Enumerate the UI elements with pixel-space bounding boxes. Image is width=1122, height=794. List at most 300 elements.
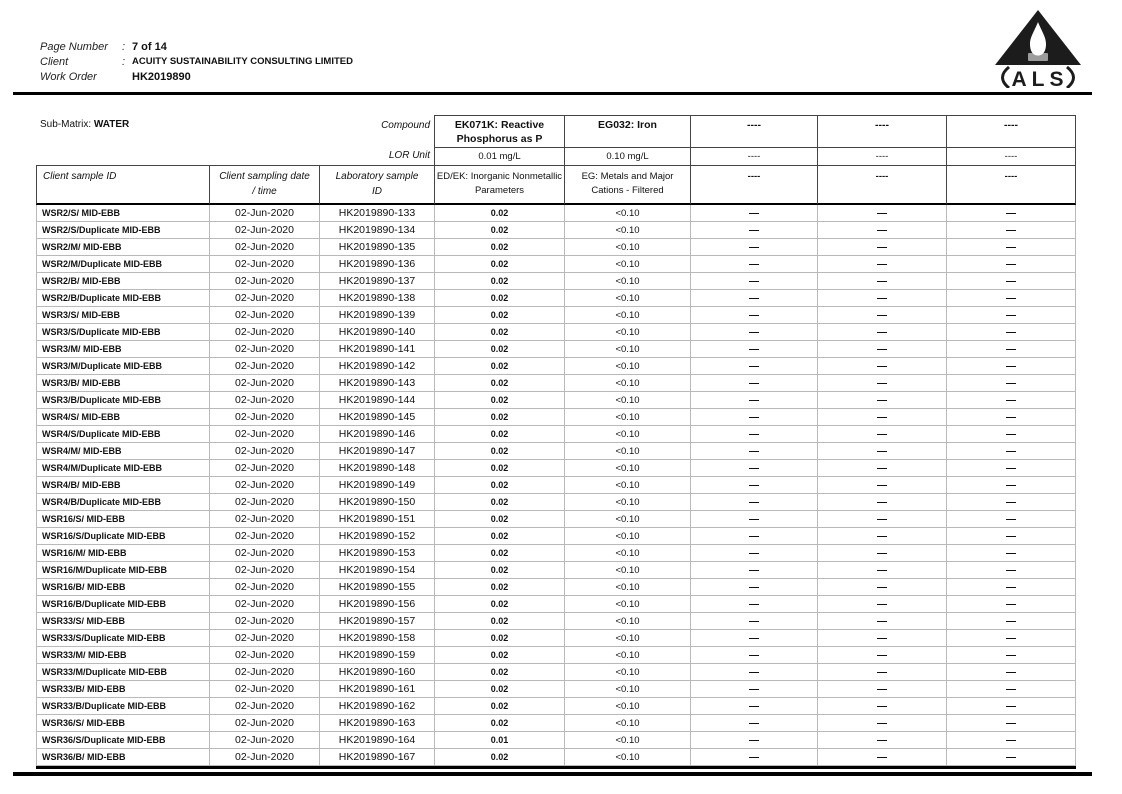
iron-value-cell: <0.10 (564, 613, 690, 630)
lab-id-cell: HK2019890-141 (319, 341, 434, 358)
logo-left-paren (1003, 67, 1010, 88)
empty-value-cell: — (946, 732, 1076, 749)
client-value: ACUITY SUSTAINABILITY CONSULTING LIMITED (132, 56, 353, 67)
phosphorus-value-cell: 0.02 (434, 681, 564, 698)
empty-value-cell: — (690, 613, 817, 630)
sampling-date-line2: / time (252, 185, 277, 197)
empty-value-cell: — (690, 375, 817, 392)
sampling-date-cell: 02-Jun-2020 (209, 205, 319, 222)
iron-value-cell: <0.10 (564, 494, 690, 511)
empty-value-cell: — (690, 273, 817, 290)
empty-value-cell: — (817, 749, 946, 766)
sample-id-cell: WSR33/M/Duplicate MID-EBB (36, 664, 209, 681)
sample-id-cell: WSR2/S/Duplicate MID-EBB (36, 222, 209, 239)
sampling-date-cell: 02-Jun-2020 (209, 562, 319, 579)
empty-value-cell: — (946, 494, 1076, 511)
phosphorus-value-cell: 0.02 (434, 205, 564, 222)
empty-value-cell: — (690, 205, 817, 222)
phosphorus-value-cell: 0.02 (434, 749, 564, 766)
empty-value-cell: — (690, 222, 817, 239)
empty-value-cell: — (690, 290, 817, 307)
empty-value-cell: — (817, 460, 946, 477)
empty-value-cell: — (946, 205, 1076, 222)
empty-value-cell: — (946, 664, 1076, 681)
empty-value-cell: — (946, 562, 1076, 579)
table-header-left-area (36, 115, 434, 147)
compound-col-1-method: EG: Metals and Major Cations - Filtered (564, 165, 690, 205)
empty-value-cell: — (946, 256, 1076, 273)
lor-row-label: LOR Unit (388, 150, 430, 161)
iron-value-cell: <0.10 (564, 375, 690, 392)
sample-id-cell: WSR4/B/ MID-EBB (36, 477, 209, 494)
lab-id-cell: HK2019890-135 (319, 239, 434, 256)
empty-value-cell: — (817, 647, 946, 664)
iron-value-cell: <0.10 (564, 290, 690, 307)
empty-value-cell: — (817, 392, 946, 409)
empty-value-cell: — (817, 443, 946, 460)
empty-value-cell: — (690, 341, 817, 358)
sampling-date-cell: 02-Jun-2020 (209, 409, 319, 426)
empty-value-cell: — (946, 426, 1076, 443)
empty-value-cell: — (690, 647, 817, 664)
sampling-date-cell: 02-Jun-2020 (209, 647, 319, 664)
compound-col-2-name: ---- (690, 115, 817, 147)
lab-sample-line1: Laboratory sample (335, 171, 419, 182)
empty-value-cell: — (946, 375, 1076, 392)
empty-value-cell: — (946, 681, 1076, 698)
sample-id-cell: WSR3/S/ MID-EBB (36, 307, 209, 324)
lab-id-cell: HK2019890-147 (319, 443, 434, 460)
sampling-date-cell: 02-Jun-2020 (209, 307, 319, 324)
empty-value-cell: — (690, 681, 817, 698)
iron-value-cell: <0.10 (564, 409, 690, 426)
empty-value-cell: — (817, 511, 946, 528)
empty-value-cell: — (946, 715, 1076, 732)
iron-value-cell: <0.10 (564, 460, 690, 477)
empty-value-cell: — (690, 460, 817, 477)
iron-value-cell: <0.10 (564, 392, 690, 409)
empty-value-cell: — (817, 596, 946, 613)
empty-value-cell: — (690, 256, 817, 273)
sample-id-cell: WSR4/M/Duplicate MID-EBB (36, 460, 209, 477)
sample-id-cell: WSR4/S/ MID-EBB (36, 409, 209, 426)
empty-value-cell: — (817, 681, 946, 698)
sample-id-cell: WSR16/M/ MID-EBB (36, 545, 209, 562)
sampling-date-cell: 02-Jun-2020 (209, 528, 319, 545)
empty-value-cell: — (690, 732, 817, 749)
lab-id-cell: HK2019890-157 (319, 613, 434, 630)
empty-value-cell: — (690, 392, 817, 409)
sampling-date-cell: 02-Jun-2020 (209, 222, 319, 239)
work-order-value: HK2019890 (132, 70, 191, 83)
empty-value-cell: — (690, 715, 817, 732)
work-order-row (40, 69, 353, 84)
iron-value-cell: <0.10 (564, 749, 690, 766)
sample-id-cell: WSR4/S/Duplicate MID-EBB (36, 426, 209, 443)
client-colon: : (122, 55, 126, 68)
iron-value-cell: <0.10 (564, 681, 690, 698)
sampling-date-cell: 02-Jun-2020 (209, 341, 319, 358)
phosphorus-value-cell: 0.02 (434, 409, 564, 426)
empty-value-cell: — (817, 477, 946, 494)
empty-value-cell: — (690, 528, 817, 545)
sampling-date-cell: 02-Jun-2020 (209, 664, 319, 681)
sampling-date-cell: 02-Jun-2020 (209, 324, 319, 341)
iron-value-cell: <0.10 (564, 256, 690, 273)
sample-id-cell: WSR2/M/Duplicate MID-EBB (36, 256, 209, 273)
lab-id-cell: HK2019890-164 (319, 732, 434, 749)
iron-value-cell: <0.10 (564, 222, 690, 239)
phosphorus-value-cell: 0.02 (434, 545, 564, 562)
sample-id-cell: WSR36/S/Duplicate MID-EBB (36, 732, 209, 749)
sample-id-cell: WSR33/S/ MID-EBB (36, 613, 209, 630)
sampling-date-cell: 02-Jun-2020 (209, 273, 319, 290)
sample-id-cell: WSR3/M/ MID-EBB (36, 341, 209, 358)
lab-id-cell: HK2019890-143 (319, 375, 434, 392)
lab-id-cell: HK2019890-139 (319, 307, 434, 324)
lab-id-cell: HK2019890-151 (319, 511, 434, 528)
sample-id-cell: WSR16/S/Duplicate MID-EBB (36, 528, 209, 545)
phosphorus-value-cell: 0.02 (434, 239, 564, 256)
empty-value-cell: — (817, 205, 946, 222)
phosphorus-value-cell: 0.02 (434, 528, 564, 545)
phosphorus-value-cell: 0.02 (434, 715, 564, 732)
phosphorus-value-cell: 0.02 (434, 307, 564, 324)
iron-value-cell: <0.10 (564, 273, 690, 290)
compound-col-2-method: ---- (690, 165, 817, 205)
sample-id-cell: WSR3/M/Duplicate MID-EBB (36, 358, 209, 375)
sample-id-cell: WSR3/S/Duplicate MID-EBB (36, 324, 209, 341)
empty-value-cell: — (946, 222, 1076, 239)
sampling-date-cell: 02-Jun-2020 (209, 613, 319, 630)
empty-value-cell: — (946, 307, 1076, 324)
compound-col-3-method: ---- (817, 165, 946, 205)
empty-value-cell: — (690, 307, 817, 324)
iron-value-cell: <0.10 (564, 562, 690, 579)
lor-row-left-area (36, 147, 434, 165)
sample-id-cell: WSR3/B/Duplicate MID-EBB (36, 392, 209, 409)
sampling-date-cell: 02-Jun-2020 (209, 732, 319, 749)
phosphorus-value-cell: 0.02 (434, 494, 564, 511)
empty-value-cell: — (946, 273, 1076, 290)
empty-value-cell: — (817, 273, 946, 290)
phosphorus-value-cell: 0.02 (434, 460, 564, 477)
sampling-date-cell: 02-Jun-2020 (209, 256, 319, 273)
empty-value-cell: — (817, 715, 946, 732)
phosphorus-value-cell: 0.02 (434, 341, 564, 358)
iron-value-cell: <0.10 (564, 239, 690, 256)
empty-value-cell: — (817, 426, 946, 443)
empty-value-cell: — (946, 324, 1076, 341)
phosphorus-value-cell: 0.02 (434, 443, 564, 460)
empty-value-cell: — (817, 528, 946, 545)
col-header-client-sample-id (36, 165, 209, 205)
sample-id-cell: WSR16/B/ MID-EBB (36, 579, 209, 596)
lab-id-cell: HK2019890-133 (319, 205, 434, 222)
empty-value-cell: — (946, 443, 1076, 460)
page-number-label: Page Number (40, 40, 108, 53)
sample-id-cell: WSR16/M/Duplicate MID-EBB (36, 562, 209, 579)
sampling-date-cell: 02-Jun-2020 (209, 494, 319, 511)
compound-col-2-lor: ---- (690, 147, 817, 165)
compound-col-4-lor: ---- (946, 147, 1076, 165)
phosphorus-value-cell: 0.02 (434, 358, 564, 375)
empty-value-cell: — (946, 698, 1076, 715)
page-number-row (40, 39, 353, 54)
lab-id-cell: HK2019890-163 (319, 715, 434, 732)
empty-value-cell: — (946, 392, 1076, 409)
iron-value-cell: <0.10 (564, 647, 690, 664)
phosphorus-value-cell: 0.02 (434, 375, 564, 392)
results-table (36, 115, 1076, 766)
sample-id-cell: WSR2/M/ MID-EBB (36, 239, 209, 256)
phosphorus-value-cell: 0.02 (434, 596, 564, 613)
sampling-date-cell: 02-Jun-2020 (209, 579, 319, 596)
client-sample-id-line1: Client sample ID (43, 171, 117, 182)
sampling-date-cell: 02-Jun-2020 (209, 239, 319, 256)
compound-col-4-name: ---- (946, 115, 1076, 147)
empty-value-cell: — (690, 698, 817, 715)
sampling-date-cell: 02-Jun-2020 (209, 358, 319, 375)
empty-value-cell: — (817, 579, 946, 596)
sample-id-cell: WSR33/B/Duplicate MID-EBB (36, 698, 209, 715)
phosphorus-value-cell: 0.02 (434, 273, 564, 290)
empty-value-cell: — (946, 528, 1076, 545)
iron-value-cell: <0.10 (564, 443, 690, 460)
page-header (40, 39, 353, 84)
iron-value-cell: <0.10 (564, 511, 690, 528)
empty-value-cell: — (946, 613, 1076, 630)
phosphorus-value-cell: 0.02 (434, 324, 564, 341)
sampling-date-line1: Client sampling date (219, 171, 310, 182)
sample-id-cell: WSR4/B/Duplicate MID-EBB (36, 494, 209, 511)
compound-col-1-lor: 0.10 mg/L (564, 147, 690, 165)
lab-id-cell: HK2019890-150 (319, 494, 434, 511)
lab-id-cell: HK2019890-152 (319, 528, 434, 545)
lab-id-cell: HK2019890-167 (319, 749, 434, 766)
lab-id-cell: HK2019890-153 (319, 545, 434, 562)
lab-id-cell: HK2019890-134 (319, 222, 434, 239)
empty-value-cell: — (690, 630, 817, 647)
empty-value-cell: — (817, 290, 946, 307)
iron-value-cell: <0.10 (564, 358, 690, 375)
empty-value-cell: — (690, 358, 817, 375)
iron-value-cell: <0.10 (564, 630, 690, 647)
phosphorus-value-cell: 0.02 (434, 579, 564, 596)
lab-id-cell: HK2019890-160 (319, 664, 434, 681)
empty-value-cell: — (690, 409, 817, 426)
phosphorus-value-cell: 0.02 (434, 290, 564, 307)
sub-matrix (40, 119, 129, 130)
iron-value-cell: <0.10 (564, 698, 690, 715)
empty-value-cell: — (946, 290, 1076, 307)
phosphorus-value-cell: 0.02 (434, 511, 564, 528)
empty-value-cell: — (817, 358, 946, 375)
empty-value-cell: — (946, 647, 1076, 664)
empty-value-cell: — (690, 324, 817, 341)
compound-col-1-name: EG032: Iron (564, 115, 690, 147)
empty-value-cell: — (817, 664, 946, 681)
phosphorus-value-cell: 0.02 (434, 222, 564, 239)
empty-value-cell: — (817, 613, 946, 630)
sub-matrix-label: Sub-Matrix: (40, 119, 94, 130)
sampling-date-cell: 02-Jun-2020 (209, 290, 319, 307)
empty-value-cell: — (946, 511, 1076, 528)
empty-value-cell: — (690, 494, 817, 511)
phosphorus-value-cell: 0.02 (434, 647, 564, 664)
sample-id-cell: WSR16/S/ MID-EBB (36, 511, 209, 528)
lab-id-cell: HK2019890-146 (319, 426, 434, 443)
empty-value-cell: — (946, 579, 1076, 596)
empty-value-cell: — (946, 341, 1076, 358)
empty-value-cell: — (690, 511, 817, 528)
iron-value-cell: <0.10 (564, 341, 690, 358)
sampling-date-cell: 02-Jun-2020 (209, 460, 319, 477)
empty-value-cell: — (946, 596, 1076, 613)
lab-id-cell: HK2019890-144 (319, 392, 434, 409)
logo-text: ALS (1011, 68, 1069, 88)
sampling-date-cell: 02-Jun-2020 (209, 426, 319, 443)
empty-value-cell: — (690, 426, 817, 443)
empty-value-cell: — (690, 562, 817, 579)
sampling-date-cell: 02-Jun-2020 (209, 443, 319, 460)
phosphorus-value-cell: 0.02 (434, 630, 564, 647)
empty-value-cell: — (817, 732, 946, 749)
lab-id-cell: HK2019890-149 (319, 477, 434, 494)
empty-value-cell: — (817, 562, 946, 579)
sample-id-cell: WSR4/M/ MID-EBB (36, 443, 209, 460)
sampling-date-cell: 02-Jun-2020 (209, 545, 319, 562)
lab-id-cell: HK2019890-138 (319, 290, 434, 307)
empty-value-cell: — (817, 256, 946, 273)
empty-value-cell: — (946, 545, 1076, 562)
empty-value-cell: — (946, 477, 1076, 494)
phosphorus-value-cell: 0.02 (434, 256, 564, 273)
empty-value-cell: — (817, 222, 946, 239)
empty-value-cell: — (946, 749, 1076, 766)
phosphorus-value-cell: 0.02 (434, 664, 564, 681)
sample-id-cell: WSR36/B/ MID-EBB (36, 749, 209, 766)
empty-value-cell: — (946, 409, 1076, 426)
work-order-label: Work Order (40, 70, 97, 83)
sampling-date-cell: 02-Jun-2020 (209, 630, 319, 647)
empty-value-cell: — (817, 630, 946, 647)
iron-value-cell: <0.10 (564, 732, 690, 749)
lab-id-cell: HK2019890-145 (319, 409, 434, 426)
compound-col-4-method: ---- (946, 165, 1076, 205)
empty-value-cell: — (817, 239, 946, 256)
als-logo (988, 8, 1088, 88)
compound-col-0-lor: 0.01 mg/L (434, 147, 564, 165)
phosphorus-value-cell: 0.01 (434, 732, 564, 749)
phosphorus-value-cell: 0.02 (434, 477, 564, 494)
phosphorus-value-cell: 0.02 (434, 426, 564, 443)
iron-value-cell: <0.10 (564, 324, 690, 341)
empty-value-cell: — (690, 749, 817, 766)
empty-value-cell: — (946, 630, 1076, 647)
sample-id-cell: WSR33/M/ MID-EBB (36, 647, 209, 664)
lab-id-cell: HK2019890-156 (319, 596, 434, 613)
sampling-date-cell: 02-Jun-2020 (209, 715, 319, 732)
header-divider-rule (13, 92, 1092, 95)
compound-col-0-name: EK071K: Reactive Phosphorus as P (434, 115, 564, 147)
phosphorus-value-cell: 0.02 (434, 613, 564, 630)
sample-id-cell: WSR33/S/Duplicate MID-EBB (36, 630, 209, 647)
iron-value-cell: <0.10 (564, 426, 690, 443)
phosphorus-value-cell: 0.02 (434, 698, 564, 715)
phosphorus-value-cell: 0.02 (434, 392, 564, 409)
empty-value-cell: — (690, 545, 817, 562)
sample-id-cell: WSR2/B/ MID-EBB (36, 273, 209, 290)
lab-id-cell: HK2019890-142 (319, 358, 434, 375)
sample-id-cell: WSR33/B/ MID-EBB (36, 681, 209, 698)
empty-value-cell: — (817, 545, 946, 562)
compound-col-3-lor: ---- (817, 147, 946, 165)
compound-col-0-method: ED/EK: Inorganic Nonmetallic Parameters (434, 165, 564, 205)
sampling-date-cell: 02-Jun-2020 (209, 749, 319, 766)
lab-id-cell: HK2019890-140 (319, 324, 434, 341)
empty-value-cell: — (946, 358, 1076, 375)
empty-value-cell: — (946, 239, 1076, 256)
sampling-date-cell: 02-Jun-2020 (209, 392, 319, 409)
empty-value-cell: — (690, 579, 817, 596)
col-header-client-sampling-date (209, 165, 319, 205)
iron-value-cell: <0.10 (564, 715, 690, 732)
empty-value-cell: — (817, 341, 946, 358)
lab-id-cell: HK2019890-158 (319, 630, 434, 647)
lab-id-cell: HK2019890-137 (319, 273, 434, 290)
lab-id-cell: HK2019890-159 (319, 647, 434, 664)
lab-id-cell: HK2019890-155 (319, 579, 434, 596)
sub-matrix-value: WATER (93, 119, 130, 130)
iron-value-cell: <0.10 (564, 596, 690, 613)
page-number-value: 7 of 14 (132, 40, 167, 53)
lab-sample-line2: ID (371, 185, 382, 197)
table-bottom-rule (36, 766, 1076, 769)
empty-value-cell: — (946, 460, 1076, 477)
sampling-date-cell: 02-Jun-2020 (209, 477, 319, 494)
sampling-date-cell: 02-Jun-2020 (209, 375, 319, 392)
col-header-laboratory-sample-id (319, 165, 434, 205)
empty-value-cell: — (817, 324, 946, 341)
lab-id-cell: HK2019890-136 (319, 256, 434, 273)
phosphorus-value-cell: 0.02 (434, 562, 564, 579)
client-label: Client (40, 55, 69, 68)
lab-id-cell: HK2019890-161 (319, 681, 434, 698)
empty-value-cell: — (817, 307, 946, 324)
compound-col-3-name: ---- (817, 115, 946, 147)
compound-row-label: Compound (381, 120, 430, 131)
lab-id-cell: HK2019890-154 (319, 562, 434, 579)
sample-id-cell: WSR2/S/ MID-EBB (36, 205, 209, 222)
sampling-date-cell: 02-Jun-2020 (209, 681, 319, 698)
sampling-date-cell: 02-Jun-2020 (209, 511, 319, 528)
empty-value-cell: — (817, 494, 946, 511)
iron-value-cell: <0.10 (564, 528, 690, 545)
empty-value-cell: — (817, 375, 946, 392)
iron-value-cell: <0.10 (564, 664, 690, 681)
iron-value-cell: <0.10 (564, 307, 690, 324)
empty-value-cell: — (690, 443, 817, 460)
iron-value-cell: <0.10 (564, 477, 690, 494)
sample-id-cell: WSR3/B/ MID-EBB (36, 375, 209, 392)
empty-value-cell: — (690, 239, 817, 256)
iron-value-cell: <0.10 (564, 579, 690, 596)
page-number-colon: : (122, 40, 126, 53)
iron-value-cell: <0.10 (564, 205, 690, 222)
empty-value-cell: — (690, 477, 817, 494)
page-bottom-rule (13, 772, 1092, 776)
